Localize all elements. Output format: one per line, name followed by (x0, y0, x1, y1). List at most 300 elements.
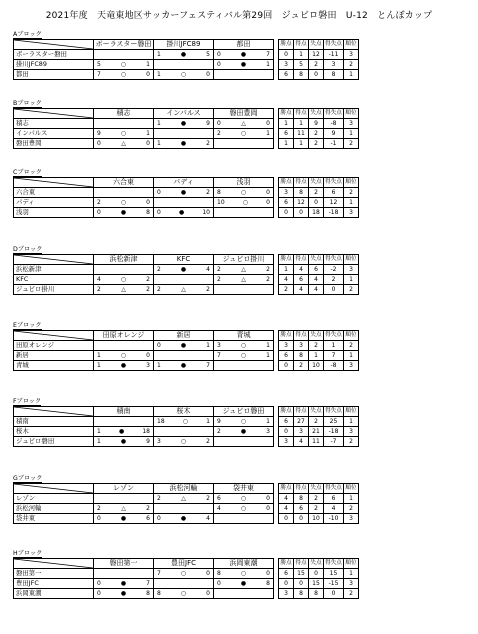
opponent-header: パディ (154, 178, 214, 188)
result-score (94, 129, 153, 138)
match-result (214, 198, 274, 208)
team-row (14, 275, 274, 285)
stat-value: -7 (324, 437, 344, 447)
stat-value: 8 (294, 351, 309, 361)
stat-value: 0 (294, 579, 309, 589)
goal-count: 1 (157, 51, 161, 58)
self-match-cell (154, 198, 214, 208)
stat-value: 1 (294, 119, 309, 129)
result-score (214, 188, 273, 197)
result-mark: △ (121, 140, 126, 147)
result-score (154, 265, 213, 274)
result-mark: ● (118, 428, 125, 435)
goal-count: 5 (97, 61, 101, 68)
stat-header: 得失点 (324, 331, 344, 341)
goal-count: 2 (206, 286, 210, 293)
result-mark: ○ (240, 505, 247, 512)
result-score (154, 139, 213, 148)
goal-count: 2 (217, 130, 221, 137)
tables-row (13, 108, 359, 149)
standings-row (279, 50, 359, 60)
standings-header-row (279, 109, 359, 119)
stat-value: 0 (309, 569, 324, 579)
stat-value: 1 (294, 139, 309, 149)
self-match-cell (214, 589, 274, 599)
block-label-text: Bブロック (13, 100, 42, 107)
match-result (214, 275, 274, 285)
tables-row (13, 483, 359, 524)
result-score (214, 504, 273, 513)
stat-value: 3 (344, 514, 359, 524)
stat-value: 0 (279, 579, 294, 589)
stat-value: -2 (324, 265, 344, 275)
self-match-cell (94, 341, 154, 351)
league-block (13, 169, 359, 218)
goal-count: 8 (157, 590, 161, 597)
result-score (214, 119, 273, 128)
tables-row (13, 177, 359, 218)
team-row (14, 351, 274, 361)
match-header-row (14, 255, 274, 265)
standings-row (279, 129, 359, 139)
result-mark: ○ (120, 71, 127, 78)
self-match-cell (94, 265, 154, 275)
goal-count: 2 (217, 428, 221, 435)
goal-count: 0 (266, 199, 270, 206)
team-name: パディ (14, 198, 94, 208)
result-mark: ○ (240, 570, 247, 577)
stat-value: 6 (279, 351, 294, 361)
goal-count: 9 (206, 120, 210, 127)
match-result (94, 514, 154, 524)
result-mark: ● (180, 120, 187, 127)
goal-count: 0 (266, 189, 270, 196)
result-score (214, 579, 273, 588)
goal-count: 8 (146, 590, 150, 597)
stat-value: 4 (279, 504, 294, 514)
goal-count: 7 (157, 570, 161, 577)
stat-value: 0 (279, 361, 294, 371)
team-name: 磐田第一 (14, 569, 94, 579)
stat-value: 8 (324, 70, 344, 80)
result-score (214, 569, 273, 578)
stat-value: 2 (309, 504, 324, 514)
result-score (214, 341, 273, 350)
team-name: レゾン (14, 494, 94, 504)
result-mark: ○ (240, 418, 247, 425)
result-score (154, 589, 213, 598)
result-mark: ● (178, 209, 185, 216)
match-result (154, 341, 214, 351)
stat-value: 12 (324, 198, 344, 208)
result-score (94, 514, 153, 523)
goal-count: 7 (266, 51, 270, 58)
stat-header: 順位 (344, 331, 359, 341)
result-score (154, 119, 213, 128)
block-label (13, 31, 359, 39)
goal-count: 9 (97, 130, 101, 137)
match-result (94, 285, 154, 295)
team-row (14, 589, 274, 599)
stat-header: 得点 (294, 178, 309, 188)
result-mark: ○ (120, 352, 127, 359)
result-mark: ○ (240, 352, 247, 359)
stat-header: 得失点 (324, 40, 344, 50)
block-label-text: Dブロック (13, 246, 43, 253)
result-mark: ● (180, 51, 187, 58)
stat-value: 3 (294, 427, 309, 437)
stat-header: 順位 (344, 559, 359, 569)
team-name: 田原オレンジ (14, 341, 94, 351)
block-label (13, 169, 359, 177)
result-score (94, 361, 153, 370)
stat-header: 得失点 (324, 484, 344, 494)
stat-value: 1 (324, 341, 344, 351)
result-mark: ● (240, 428, 247, 435)
goal-count: 1 (266, 130, 270, 137)
stat-value: 15 (294, 569, 309, 579)
result-score (154, 514, 213, 523)
goal-count: 4 (97, 276, 101, 283)
league-block (13, 322, 359, 371)
match-result (154, 188, 214, 198)
team-name: インパルス (14, 129, 94, 139)
stat-header: 得点 (294, 484, 309, 494)
stat-value: 1 (294, 50, 309, 60)
team-name: 浜松新津 (14, 265, 94, 275)
stat-value: 6 (279, 129, 294, 139)
stat-value: 3 (324, 60, 344, 70)
match-result (154, 70, 214, 80)
stat-value: 4 (324, 504, 344, 514)
result-score (154, 341, 213, 350)
stat-value: 1 (344, 351, 359, 361)
goal-count: 0 (217, 61, 221, 68)
block-label (13, 322, 359, 330)
goal-count: 4 (206, 515, 210, 522)
match-result (154, 361, 214, 371)
stat-value: 3 (279, 437, 294, 447)
opponent-header: 浜岡東潮 (214, 559, 274, 569)
match-header-row (14, 40, 274, 50)
stat-value: 0 (279, 427, 294, 437)
corner-cell (14, 40, 94, 50)
goal-count: 8 (266, 580, 270, 587)
opponent-header: 浜松河輪 (154, 484, 214, 494)
match-result (214, 60, 274, 70)
corner-cell (14, 559, 94, 569)
result-score (94, 285, 153, 294)
stat-value: 2 (309, 341, 324, 351)
standings-header-row (279, 484, 359, 494)
stat-value: 2 (344, 341, 359, 351)
team-name: 積南 (14, 417, 94, 427)
result-mark: ● (180, 362, 187, 369)
result-mark: △ (241, 266, 246, 273)
goal-count: 2 (157, 286, 161, 293)
standings-table (278, 558, 359, 599)
result-score (214, 265, 273, 274)
stat-header: 失点 (309, 255, 324, 265)
self-match-cell (214, 285, 274, 295)
corner-cell (14, 178, 94, 188)
stat-value: 1 (279, 139, 294, 149)
result-mark: ● (240, 580, 247, 587)
goal-count: 2 (97, 505, 101, 512)
team-name: 桜木 (14, 427, 94, 437)
goal-count: 2 (97, 286, 101, 293)
self-match-cell (154, 129, 214, 139)
stat-value: 8 (294, 494, 309, 504)
goal-count: 0 (97, 515, 101, 522)
stat-value: 4 (294, 265, 309, 275)
stat-value: 8 (294, 188, 309, 198)
stat-value: 0 (279, 208, 294, 218)
stat-value: 6 (294, 275, 309, 285)
result-mark: ○ (240, 130, 247, 137)
self-match-cell (154, 351, 214, 361)
standings-row (279, 275, 359, 285)
stat-header: 失点 (309, 109, 324, 119)
match-table (13, 108, 274, 149)
result-mark: ○ (180, 438, 187, 445)
standings-table (278, 483, 359, 524)
match-table (13, 406, 274, 447)
goal-count: 0 (157, 189, 161, 196)
stat-value: 4 (279, 494, 294, 504)
match-result (214, 579, 274, 589)
goal-count: 3 (217, 342, 221, 349)
corner-cell (14, 331, 94, 341)
match-result (214, 504, 274, 514)
result-score (214, 494, 273, 503)
corner-cell (14, 484, 94, 494)
goal-count: 0 (157, 209, 161, 216)
stat-value: 6 (279, 70, 294, 80)
stat-value: 4 (294, 285, 309, 295)
stat-value: -18 (324, 208, 344, 218)
opponent-header: ジュビロ磐田 (214, 407, 274, 417)
self-match-cell (94, 50, 154, 60)
goal-count: 1 (157, 362, 161, 369)
standings-row (279, 60, 359, 70)
match-result (154, 569, 214, 579)
standings-table (278, 177, 359, 218)
standings-header-row (279, 331, 359, 341)
goal-count: 1 (97, 352, 101, 359)
match-table (13, 39, 274, 80)
stat-value: 8 (309, 589, 324, 599)
stat-header: 得失点 (324, 407, 344, 417)
goal-count: 0 (217, 120, 221, 127)
stat-header: 順位 (344, 40, 359, 50)
stat-header: 得失点 (324, 178, 344, 188)
stat-value: 2 (344, 437, 359, 447)
match-result (214, 569, 274, 579)
stat-header: 得失点 (324, 559, 344, 569)
goal-count: 1 (97, 362, 101, 369)
goal-count: 2 (146, 505, 150, 512)
match-result (214, 341, 274, 351)
opponent-header: 袋井東 (214, 484, 274, 494)
standings-row (279, 198, 359, 208)
goal-count: 9 (146, 438, 150, 445)
stat-value: 3 (344, 579, 359, 589)
result-mark: ● (240, 51, 247, 58)
team-row (14, 70, 274, 80)
stat-value: 3 (279, 341, 294, 351)
result-mark: ● (240, 61, 247, 68)
team-row (14, 579, 274, 589)
stat-value: 2 (344, 589, 359, 599)
stat-value: 9 (324, 129, 344, 139)
team-row (14, 504, 274, 514)
goal-count: 1 (157, 140, 161, 147)
self-match-cell (214, 437, 274, 447)
team-row (14, 265, 274, 275)
result-mark: ● (180, 515, 187, 522)
stat-value: 0 (324, 285, 344, 295)
tables-row (13, 39, 359, 80)
stat-value: 2 (324, 275, 344, 285)
goal-count: 1 (266, 61, 270, 68)
stat-value: 0 (279, 50, 294, 60)
stat-value: 6 (279, 417, 294, 427)
stat-value: 4 (309, 275, 324, 285)
goal-count: 18 (142, 428, 150, 435)
result-mark: ● (120, 362, 127, 369)
goal-count: 0 (97, 140, 101, 147)
standings-row (279, 361, 359, 371)
stat-value: 11 (309, 437, 324, 447)
result-score (94, 208, 153, 217)
stat-value: 9 (309, 119, 324, 129)
goal-count: 0 (97, 209, 101, 216)
result-mark: ● (180, 342, 187, 349)
corner-diagonal (14, 178, 93, 187)
team-row (14, 514, 274, 524)
result-mark: △ (121, 505, 126, 512)
stat-value: 1 (344, 569, 359, 579)
standings-header-row (279, 407, 359, 417)
standings-row (279, 579, 359, 589)
result-score (214, 417, 273, 426)
match-result (214, 50, 274, 60)
stat-value: 10 (309, 514, 324, 524)
goal-count: 8 (217, 189, 221, 196)
team-name: 袋井東 (14, 514, 94, 524)
match-result (154, 139, 214, 149)
team-row (14, 198, 274, 208)
self-match-cell (154, 275, 214, 285)
opponent-header: 都田 (214, 40, 274, 50)
self-match-cell (94, 494, 154, 504)
stat-header: 勝点 (279, 178, 294, 188)
result-mark: ○ (240, 495, 247, 502)
standings-row (279, 285, 359, 295)
stat-value: 4 (309, 285, 324, 295)
block-label (13, 398, 359, 406)
result-score (154, 285, 213, 294)
result-mark: ○ (240, 189, 247, 196)
stat-header: 得失点 (324, 255, 344, 265)
opponent-header: 浜松新津 (94, 255, 154, 265)
stat-value: 1 (344, 494, 359, 504)
goal-count: 10 (217, 199, 225, 206)
match-header-row (14, 484, 274, 494)
standings-header-row (279, 559, 359, 569)
match-result (94, 427, 154, 437)
block-label (13, 100, 359, 108)
goal-count: 2 (206, 140, 210, 147)
stat-value: 27 (294, 417, 309, 427)
match-result (94, 504, 154, 514)
self-match-cell (154, 427, 214, 437)
team-row (14, 208, 274, 218)
result-score (214, 275, 273, 284)
league-block (13, 550, 359, 599)
stat-value: 18 (309, 208, 324, 218)
stat-header: 順位 (344, 109, 359, 119)
block-label-text: Hブロック (13, 550, 43, 557)
stat-value: 6 (324, 494, 344, 504)
goal-count: 0 (146, 199, 150, 206)
goal-count: 0 (206, 71, 210, 78)
goal-count: 0 (217, 580, 221, 587)
goal-count: 1 (157, 120, 161, 127)
stat-header: 失点 (309, 40, 324, 50)
block-label (13, 550, 359, 558)
team-name: ジュビロ磐田 (14, 437, 94, 447)
goal-count: 2 (266, 266, 270, 273)
corner-cell (14, 407, 94, 417)
stat-value: -18 (324, 427, 344, 437)
result-score (154, 50, 213, 59)
self-match-cell (94, 569, 154, 579)
result-mark: △ (181, 495, 186, 502)
team-row (14, 437, 274, 447)
result-mark: ○ (180, 71, 187, 78)
stat-value: 7 (324, 351, 344, 361)
stat-header: 得点 (294, 331, 309, 341)
tables-row (13, 558, 359, 599)
result-score (94, 139, 153, 148)
stat-value: 2 (344, 285, 359, 295)
stat-value: -8 (324, 119, 344, 129)
result-mark: ○ (120, 61, 127, 68)
goal-count: 2 (157, 266, 161, 273)
result-mark: ○ (182, 418, 189, 425)
standings-table (278, 406, 359, 447)
result-score (94, 275, 153, 284)
standings-table (278, 108, 359, 149)
stat-value: 21 (309, 427, 324, 437)
opponent-header: 青城 (214, 331, 274, 341)
match-table (13, 254, 274, 295)
stat-value: 2 (309, 494, 324, 504)
result-score (154, 70, 213, 79)
stat-value: 0 (279, 514, 294, 524)
goal-count: 0 (206, 590, 210, 597)
league-block (13, 398, 359, 447)
standings-header-row (279, 178, 359, 188)
stat-header: 得点 (294, 407, 309, 417)
match-result (94, 351, 154, 361)
standings-row (279, 589, 359, 599)
goal-count: 0 (157, 342, 161, 349)
stat-value: 2 (344, 188, 359, 198)
corner-diagonal (14, 559, 93, 568)
